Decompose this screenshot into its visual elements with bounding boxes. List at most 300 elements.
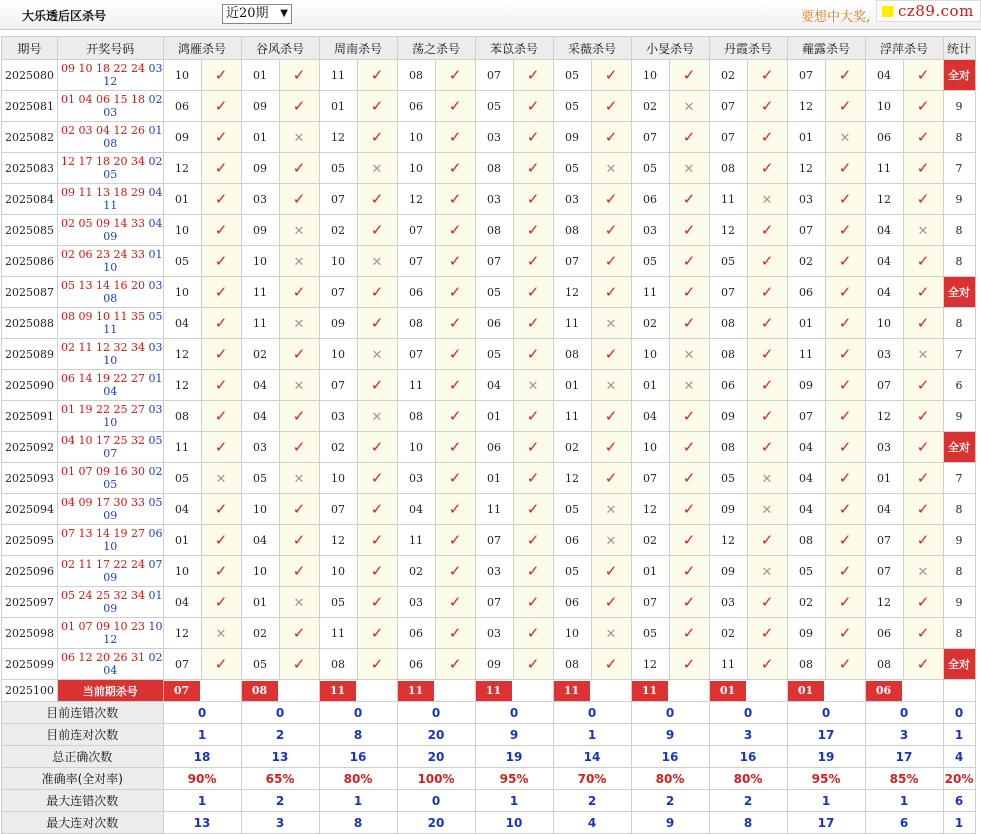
check-icon: ✓ [760, 159, 774, 177]
front-ball: 12 [113, 124, 128, 137]
table-row [2, 246, 976, 277]
check-icon [747, 587, 787, 618]
check-icon [591, 463, 631, 494]
table-row [2, 60, 976, 91]
stat-cell: 8 [943, 122, 975, 153]
stats-value: 17 [787, 812, 865, 834]
period-select-value: 近20期 [226, 6, 269, 21]
table-row [2, 91, 976, 122]
check-icon [201, 91, 241, 122]
check-icon [435, 556, 475, 587]
cross-icon [669, 370, 709, 401]
kill-number: 04 [865, 60, 903, 91]
front-ball: 13 [78, 279, 93, 292]
period-cell: 2025087 [2, 277, 58, 308]
cross-icon: ✕ [293, 255, 305, 270]
kill-number: 03 [553, 184, 591, 215]
check-icon [747, 153, 787, 184]
column-header: 谷风杀号 [241, 37, 319, 60]
kill-number: 01 [865, 463, 903, 494]
cross-icon [903, 556, 943, 587]
front-ball: 19 [78, 403, 93, 416]
kill-number: 11 [241, 277, 279, 308]
stats-value: 95% [475, 768, 553, 790]
back-ball: 01 [148, 124, 163, 137]
check-icon: ✓ [448, 593, 462, 611]
front-ball: 09 [61, 186, 75, 199]
kill-number: 06 [397, 649, 435, 680]
cross-icon: ✕ [605, 503, 617, 518]
front-ball: 02 [61, 341, 75, 354]
back-ball: 09 [103, 602, 118, 615]
kill-number: 03 [865, 432, 903, 463]
check-icon: ✓ [526, 128, 540, 146]
draw-numbers-line [58, 217, 163, 230]
check-icon: ✓ [838, 469, 852, 487]
kill-number: 05 [475, 339, 513, 370]
stats-value: 13 [163, 812, 241, 834]
kill-number: 03 [475, 184, 513, 215]
stats-value: 20 [397, 746, 475, 768]
check-icon: ✓ [916, 655, 930, 673]
kill-number: 07 [787, 60, 825, 91]
chevron-down-icon: ▼ [280, 8, 288, 19]
check-icon: ✓ [370, 469, 384, 487]
cross-icon [357, 246, 397, 277]
check-icon: ✓ [292, 159, 306, 177]
period-select[interactable] [222, 4, 292, 24]
back-ball: 05 [103, 478, 118, 491]
draw-numbers-line [58, 651, 163, 664]
kill-number: 11 [475, 494, 513, 525]
front-ball: 07 [61, 527, 75, 540]
check-icon [747, 525, 787, 556]
cross-icon [903, 339, 943, 370]
kill-number: 06 [553, 525, 591, 556]
draw-numbers-line [58, 248, 163, 261]
check-icon: ✓ [682, 190, 696, 208]
column-header: 采薇杀号 [553, 37, 631, 60]
check-icon: ✓ [526, 97, 540, 115]
stats-value: 2 [241, 790, 319, 812]
kill-number: 10 [631, 432, 669, 463]
back-ball: 09 [103, 571, 118, 584]
back-ball: 10 [148, 620, 163, 633]
check-icon [201, 556, 241, 587]
kill-number: 07 [397, 215, 435, 246]
check-icon [357, 463, 397, 494]
stats-value: 1 [865, 790, 943, 812]
kill-number: 04 [397, 494, 435, 525]
front-ball: 10 [96, 310, 110, 323]
cross-icon: ✕ [371, 162, 383, 177]
kill-number: 07 [475, 587, 513, 618]
check-icon [825, 215, 865, 246]
check-icon: ✓ [526, 438, 540, 456]
front-ball: 04 [61, 434, 75, 447]
check-icon [747, 649, 787, 680]
check-icon: ✓ [448, 531, 462, 549]
front-ball: 05 [61, 279, 75, 292]
draw-numbers-line [58, 155, 163, 168]
cross-icon [357, 401, 397, 432]
check-icon: ✓ [604, 190, 618, 208]
kill-number: 01 [241, 587, 279, 618]
back-ball: 07 [103, 447, 118, 460]
kill-number: 02 [553, 432, 591, 463]
kill-number: 02 [787, 587, 825, 618]
kill-number: 04 [163, 308, 201, 339]
draw-numbers-cell [58, 370, 164, 401]
front-ball: 33 [131, 217, 145, 230]
stats-value: 2 [553, 790, 631, 812]
front-ball: 09 [78, 310, 93, 323]
cross-icon [591, 370, 631, 401]
check-icon: ✓ [916, 66, 930, 84]
kill-number: 05 [553, 60, 591, 91]
check-icon: ✓ [526, 655, 540, 673]
check-icon: ✓ [682, 66, 696, 84]
kill-number: 01 [475, 463, 513, 494]
table-row [2, 215, 976, 246]
draw-numbers-line [58, 93, 163, 106]
kill-number: 01 [787, 308, 825, 339]
kill-number: 08 [319, 649, 357, 680]
period-cell: 2025081 [2, 91, 58, 122]
check-icon: ✓ [448, 407, 462, 425]
front-ball: 32 [113, 341, 128, 354]
check-icon: ✓ [838, 500, 852, 518]
check-icon: ✓ [760, 283, 774, 301]
kill-number: 09 [709, 401, 747, 432]
stats-label: 总正确次数 [2, 746, 164, 768]
back-ball: 04 [148, 217, 163, 230]
back-ball: 05 [148, 434, 163, 447]
cross-icon: ✕ [683, 100, 695, 115]
check-icon [513, 494, 553, 525]
kill-number: 07 [631, 587, 669, 618]
front-ball: 22 [113, 372, 128, 385]
cross-icon: ✕ [839, 131, 851, 146]
column-header: 荡之杀号 [397, 37, 475, 60]
front-ball: 16 [113, 279, 128, 292]
check-icon: ✓ [760, 593, 774, 611]
back-ball: 01 [148, 372, 163, 385]
period-cell: 2025080 [2, 60, 58, 91]
table-row [2, 277, 976, 308]
front-ball: 19 [96, 372, 110, 385]
front-ball: 24 [113, 248, 128, 261]
check-icon: ✓ [526, 221, 540, 239]
stats-value: 14 [553, 746, 631, 768]
cross-icon [591, 308, 631, 339]
back-ball: 01 [148, 589, 163, 602]
draw-numbers-cell [58, 215, 164, 246]
kill-number: 07 [319, 184, 357, 215]
stat-cell: 8 [943, 494, 975, 525]
stats-row [2, 812, 976, 834]
front-ball: 31 [131, 651, 145, 664]
kill-number: 12 [163, 618, 201, 649]
kill-number: 03 [475, 122, 513, 153]
kill-number: 07 [553, 246, 591, 277]
kill-number: 10 [865, 308, 903, 339]
stats-value: 6 [943, 790, 975, 812]
check-icon: ✓ [760, 345, 774, 363]
table-header [2, 37, 976, 60]
cross-icon [591, 494, 631, 525]
check-icon [201, 184, 241, 215]
all-correct-badge: 全对 [943, 649, 975, 680]
cross-icon [201, 463, 241, 494]
back-ball: 07 [148, 558, 163, 571]
check-icon [669, 494, 709, 525]
check-icon [513, 60, 553, 91]
front-ball: 25 [96, 589, 110, 602]
check-icon: ✓ [448, 624, 462, 642]
kill-number: 10 [163, 60, 201, 91]
cross-icon: ✕ [683, 348, 695, 363]
front-ball: 10 [78, 434, 93, 447]
kill-number: 10 [319, 339, 357, 370]
check-icon: ✓ [838, 562, 852, 580]
kill-number: 12 [163, 339, 201, 370]
kill-number: 12 [709, 525, 747, 556]
check-icon [669, 122, 709, 153]
kill-number: 06 [865, 122, 903, 153]
kill-number: 05 [631, 246, 669, 277]
kill-number: 08 [865, 649, 903, 680]
check-icon: ✓ [604, 562, 618, 580]
kill-number: 08 [709, 432, 747, 463]
all-correct-badge: 全对 [943, 60, 975, 91]
front-ball: 30 [131, 465, 145, 478]
kill-number: 06 [475, 432, 513, 463]
check-icon: ✓ [370, 97, 384, 115]
check-icon: ✓ [526, 283, 540, 301]
kill-number: 07 [319, 494, 357, 525]
check-icon: ✓ [604, 407, 618, 425]
check-icon: ✓ [604, 66, 618, 84]
check-icon: ✓ [214, 159, 228, 177]
cross-icon: ✕ [605, 534, 617, 549]
cross-icon [279, 308, 319, 339]
draw-numbers-cell [58, 339, 164, 370]
kill-number: 07 [865, 556, 903, 587]
check-icon [201, 153, 241, 184]
back-ball: 09 [103, 230, 118, 243]
check-icon: ✓ [838, 221, 852, 239]
check-icon [201, 215, 241, 246]
check-icon [279, 184, 319, 215]
check-icon [279, 525, 319, 556]
back-ball: 12 [103, 633, 118, 646]
check-icon [201, 339, 241, 370]
draw-numbers-line [58, 478, 163, 491]
front-ball: 15 [113, 93, 128, 106]
stats-value: 0 [163, 702, 241, 724]
check-icon [669, 246, 709, 277]
kill-number: 11 [709, 184, 747, 215]
kill-number: 11 [163, 432, 201, 463]
front-ball: 33 [131, 248, 145, 261]
check-icon: ✓ [682, 500, 696, 518]
draw-numbers-line [58, 106, 163, 119]
kill-number: 03 [397, 463, 435, 494]
check-icon [903, 525, 943, 556]
check-icon [201, 401, 241, 432]
check-icon: ✓ [760, 376, 774, 394]
check-icon [201, 432, 241, 463]
cross-icon [357, 153, 397, 184]
kill-number: 05 [709, 246, 747, 277]
check-icon: ✓ [838, 345, 852, 363]
stat-cell: 7 [943, 153, 975, 184]
period-cell: 2025100 [2, 680, 58, 702]
check-icon [357, 91, 397, 122]
column-header: 统计 [943, 37, 975, 60]
check-icon: ✓ [682, 469, 696, 487]
kill-number: 03 [787, 184, 825, 215]
kill-number: 11 [397, 525, 435, 556]
front-ball: 01 [61, 403, 75, 416]
check-icon: ✓ [292, 190, 306, 208]
kill-number: 06 [709, 370, 747, 401]
period-cell: 2025083 [2, 153, 58, 184]
kill-number: 10 [319, 246, 357, 277]
check-icon: ✓ [292, 97, 306, 115]
check-icon: ✓ [214, 97, 228, 115]
check-icon: ✓ [838, 593, 852, 611]
kill-number: 10 [631, 60, 669, 91]
check-icon [279, 339, 319, 370]
draw-numbers-line [58, 527, 163, 540]
column-header: 期号 [2, 37, 58, 60]
check-icon: ✓ [448, 345, 462, 363]
check-icon [591, 339, 631, 370]
check-icon [435, 401, 475, 432]
kill-number: 02 [631, 525, 669, 556]
stats-value: 9 [631, 812, 709, 834]
draw-numbers-line [58, 664, 163, 677]
front-ball: 10 [113, 620, 128, 633]
site-logo[interactable] [876, 0, 981, 22]
kill-number: 01 [631, 556, 669, 587]
stats-value: 85% [865, 768, 943, 790]
check-icon [825, 246, 865, 277]
kill-number: 07 [631, 463, 669, 494]
front-ball: 09 [96, 465, 110, 478]
check-icon [435, 370, 475, 401]
table-row [2, 122, 976, 153]
check-icon: ✓ [214, 531, 228, 549]
period-cell: 2025095 [2, 525, 58, 556]
stats-label: 目前连对次数 [2, 724, 164, 746]
front-ball: 13 [96, 186, 110, 199]
check-icon: ✓ [214, 128, 228, 146]
check-icon: ✓ [760, 252, 774, 270]
kill-number: 07 [865, 370, 903, 401]
kill-number: 07 [709, 122, 747, 153]
kill-number: 11 [709, 649, 747, 680]
kill-number: 10 [397, 432, 435, 463]
kill-number: 09 [241, 91, 279, 122]
stats-row [2, 724, 976, 746]
stats-value: 1 [943, 724, 975, 746]
current-kill-number: 06 [866, 681, 902, 701]
logo-square-icon [882, 6, 893, 17]
draw-numbers-line [58, 323, 163, 336]
check-icon: ✓ [916, 500, 930, 518]
kill-number: 08 [553, 649, 591, 680]
draw-numbers-line [58, 186, 163, 199]
draw-numbers-line [58, 75, 163, 88]
check-icon [669, 432, 709, 463]
back-ball: 03 [148, 403, 163, 416]
kill-number: 07 [163, 649, 201, 680]
stats-row [2, 702, 976, 724]
check-icon [435, 339, 475, 370]
front-ball: 06 [96, 93, 110, 106]
check-icon [903, 463, 943, 494]
check-icon: ✓ [292, 345, 306, 363]
draw-numbers-line [58, 372, 163, 385]
draw-numbers-line [58, 168, 163, 181]
draw-numbers-line [58, 199, 163, 212]
kill-number: 03 [865, 339, 903, 370]
check-icon [357, 618, 397, 649]
check-icon: ✓ [604, 655, 618, 673]
kill-number: 01 [241, 60, 279, 91]
cross-icon: ✕ [371, 348, 383, 363]
cross-icon: ✕ [917, 348, 929, 363]
check-icon: ✓ [838, 531, 852, 549]
page-title: 大乐透后区杀号 [22, 9, 107, 23]
check-icon [435, 587, 475, 618]
stats-value: 18 [163, 746, 241, 768]
promo-text[interactable]: 要想中大奖, [801, 10, 871, 25]
check-icon [669, 60, 709, 91]
period-cell: 2025091 [2, 401, 58, 432]
stats-value: 0 [709, 702, 787, 724]
check-icon: ✓ [760, 314, 774, 332]
cross-icon: ✕ [293, 131, 305, 146]
kill-number: 04 [787, 494, 825, 525]
check-icon [903, 60, 943, 91]
kill-number: 07 [709, 91, 747, 122]
current-kill-number: 11 [476, 681, 512, 701]
check-icon: ✓ [448, 655, 462, 673]
kill-number: 05 [787, 556, 825, 587]
back-ball: 10 [103, 354, 118, 367]
check-icon [669, 184, 709, 215]
check-icon: ✓ [214, 376, 228, 394]
check-icon: ✓ [838, 252, 852, 270]
check-icon [513, 122, 553, 153]
front-ball: 07 [78, 620, 93, 633]
check-icon [435, 246, 475, 277]
cross-icon [279, 246, 319, 277]
cross-icon: ✕ [293, 472, 305, 487]
kill-number: 07 [319, 370, 357, 401]
check-icon [201, 308, 241, 339]
current-kill-cell [163, 680, 241, 702]
kill-number: 02 [631, 308, 669, 339]
current-kill-number: 11 [320, 681, 356, 701]
check-icon [513, 91, 553, 122]
back-ball: 04 [103, 385, 118, 398]
check-icon: ✓ [214, 283, 228, 301]
